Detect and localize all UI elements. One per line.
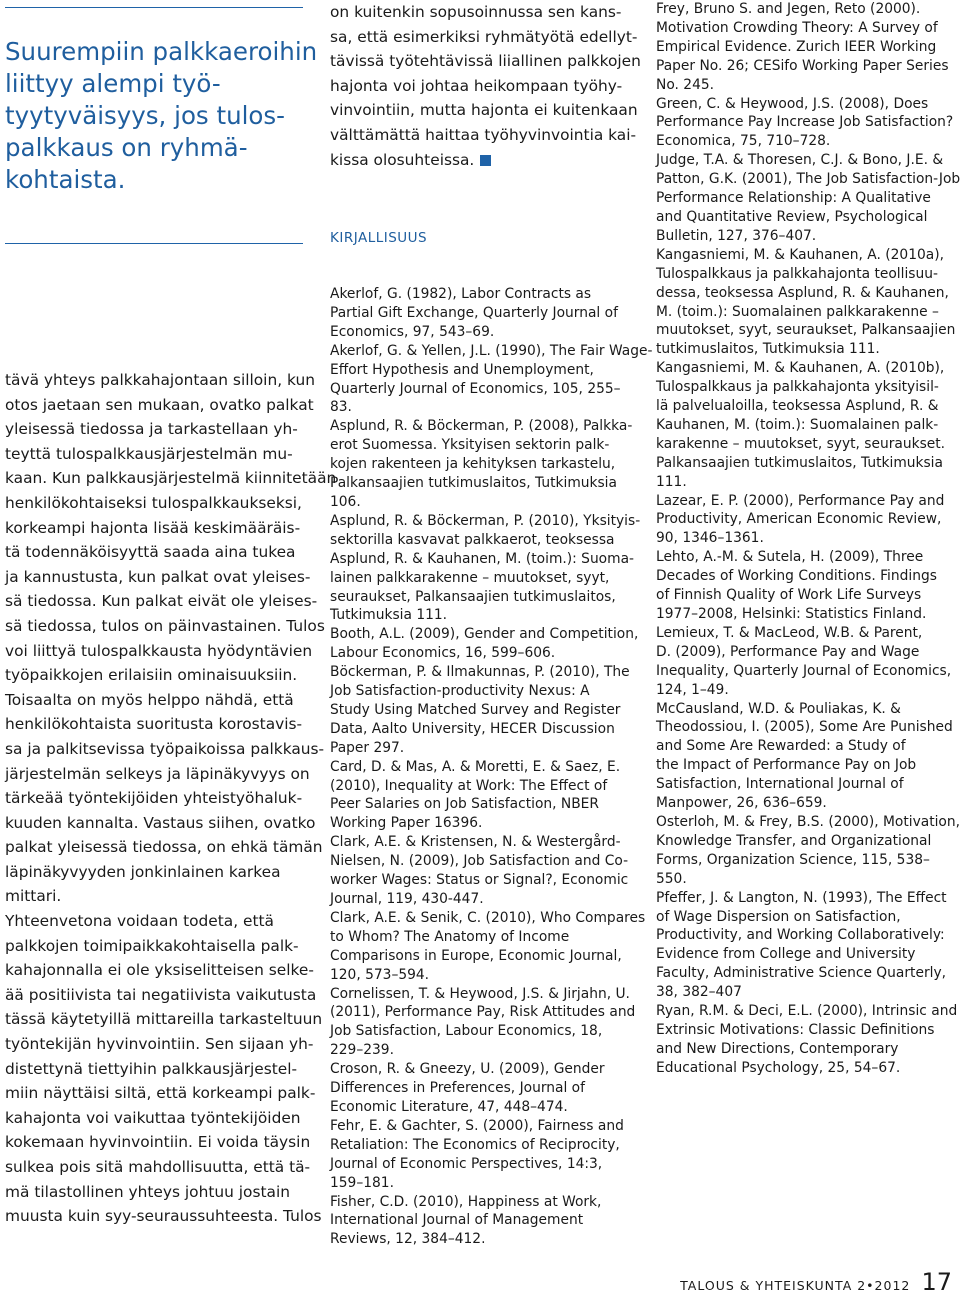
body-text-line: työpaikkojen erilaisiin ominaisuuksiin.: [5, 666, 298, 685]
reference-line: Kauhanen, M. (toim.): Suomalainen palk-: [656, 416, 939, 433]
reference-line: Palkansaajien tutkimuslaitos, Tutkimuksia: [330, 475, 617, 492]
body-text-line: kokemaan hyvinvointiin. Ei voida täysin: [5, 1133, 311, 1152]
end-of-article-marker: [480, 155, 491, 166]
reference-line: 83.: [330, 399, 352, 416]
reference-line: Paper No. 26; CESifo Working Paper Series: [656, 57, 949, 74]
body-text-line: distettynä tiettyihin palkkausjärjestel-: [5, 1059, 298, 1078]
reference-line: Retaliation: The Economics of Reciprocity,: [330, 1136, 620, 1153]
reference-line: Forms, Organization Science, 115, 538–: [656, 851, 930, 868]
body-text-column-2: [330, 0, 641, 172]
reference-line: Ryan, R.M. & Deci, E.L. (2000), Intrinsic and: [656, 1003, 958, 1020]
body-text-line: yleisessä tiedossa ja tarkastellaan yh-: [5, 420, 298, 439]
reference-line: Economics, 97, 543–69.: [330, 323, 495, 340]
reference-line: Evidence from College and University: [656, 946, 916, 963]
body-text-line: tärkeää työntekijöiden yhteistyöhaluk-: [5, 789, 303, 808]
reference-line: Tutkimuksia 111.: [330, 607, 448, 624]
pullquote-line: Suurempiin palkkaeroihin: [5, 37, 318, 66]
reference-line: Job Satisfaction, Labour Economics, 18,: [330, 1023, 603, 1040]
reference-line: 120, 573–594.: [330, 966, 430, 983]
reference-line: Booth, A.L. (2009), Gender and Competition,: [330, 626, 639, 643]
body-text-line: muusta kuin syy-seuraussuhteesta. Tulos: [5, 1207, 322, 1226]
body-text-line: palkat yleisessä tiedossa, on ehkä tämän: [5, 838, 323, 857]
body-text-line: henkilökohtaiseksi tulospalkkaukseksi,: [5, 493, 302, 512]
reference-line: Böckerman, P. & Ilmakunnas, P. (2010), The: [330, 664, 630, 681]
reference-line: Bulletin, 127, 376–407.: [656, 227, 817, 244]
reference-line: (2011), Performance Pay, Risk Attitudes and: [330, 1004, 636, 1021]
reference-line: Croson, R. & Gneezy, U. (2009), Gender: [330, 1061, 605, 1078]
reference-line: Partial Gift Exchange, Quarterly Journal of: [330, 304, 618, 321]
reference-line: Nielsen, N. (2009), Job Satisfaction and Co-: [330, 853, 629, 870]
reference-line: to Whom? The Anatomy of Income: [330, 928, 570, 945]
reference-line: Akerlof, G. (1982), Labor Contracts as: [330, 286, 592, 302]
reference-line: Lehto, A.-M. & Sutela, H. (2009), Three: [656, 549, 924, 566]
reference-line: 106.: [330, 493, 361, 510]
reference-line: Tulospalkkaus ja palkkahajonta yksityisil-: [656, 379, 939, 396]
reference-line: lä palvelualoilla, teoksessa Asplund, R. &: [656, 398, 939, 415]
body-text-column-1: [5, 368, 337, 1229]
body-text-line: sa, että esimerkiksi ryhmätyötä edellyt-: [330, 27, 638, 46]
reference-line: 111.: [656, 473, 687, 490]
reference-line: Differences in Preferences, Journal of: [330, 1080, 585, 1097]
body-text-line: kahajonnalla ei ole yksiselitteisen selke-: [5, 961, 314, 980]
reference-line: sektorilla kasvavat palkkaerot, teoksessa: [330, 531, 615, 548]
reference-line: 38, 382–407: [656, 984, 742, 1001]
body-text-line: kahajonta voi vaikuttaa työntekijöiden: [5, 1108, 301, 1127]
reference-line: Economic Literature, 47, 448–474.: [330, 1098, 568, 1115]
reference-line: lainen palkkarakenne – muutokset, syyt,: [330, 569, 610, 586]
reference-line: kojen rakenteen ja kehityksen tarkastelu,: [330, 456, 616, 473]
reference-line: Labour Economics, 16, 599–606.: [330, 645, 556, 662]
reference-line: M. (toim.): Suomalainen palkkarakenne –: [656, 303, 939, 320]
reference-line: Card, D. & Mas, A. & Moretti, E. & Saez, E.: [330, 758, 621, 775]
reference-line: the Impact of Performance Pay on Job: [656, 757, 917, 774]
body-text-line: teyttä tulospalkkausjärjestelmän mu-: [5, 444, 293, 463]
reference-line: dessa, teoksessa Asplund, R. & Kauhanen,: [656, 284, 949, 301]
reference-line: Pfeffer, J. & Langton, N. (1993), The Effect: [656, 889, 947, 906]
magazine-name: TALOUS & YHTEISKUNTA 2•2012: [680, 1278, 911, 1293]
reference-line: Educational Psychology, 25, 54–67.: [656, 1059, 901, 1076]
reference-line: Performance Relationship: A Qualitative: [656, 190, 931, 207]
reference-line: No. 245.: [656, 76, 715, 93]
reference-line: Faculty, Administrative Science Quarterly,: [656, 965, 946, 982]
body-text-line: miin näyttäisi siltä, että korkeampi palk-: [5, 1084, 316, 1103]
pullquote-line: tyytyväisyys, jos tulos-: [5, 101, 286, 130]
body-text-line: palkkojen toimipaikkakohtaisella palk-: [5, 936, 299, 955]
body-text-line: sa ja palkitsevissa työpaikoissa palkkaus-: [5, 739, 325, 758]
body-text-line: tä todennäköisyyttä saada aina tukea: [5, 543, 296, 562]
body-text-line: tässä käytetyillä mittareilla tarkasteltuun: [5, 1010, 323, 1029]
reference-line: Motivation Crowding Theory: A Survey of: [656, 19, 938, 36]
reference-line: Tulospalkkaus ja palkkahajonta teollisuu-: [656, 265, 938, 282]
pullquote-line: palkkaus on ryhmä-: [5, 133, 248, 162]
reference-line: Productivity, American Economic Review,: [656, 511, 942, 528]
reference-line: 550.: [656, 870, 687, 887]
reference-line: Patton, G.K. (2001), The Job Satisfaction-Job: [656, 171, 960, 188]
reference-line: McCausland, W.D. & Pouliakas, K. &: [656, 700, 901, 717]
reference-line: Asplund, R. & Böckerman, P. (2008), Palkka-: [330, 418, 633, 435]
reference-line: Job Satisfaction-productivity Nexus: A: [330, 683, 590, 700]
reference-line: International Journal of Management: [330, 1212, 584, 1229]
pullquote-line: kohtaista.: [5, 165, 126, 194]
reference-line: Knowledge Transfer, and Organizational: [656, 832, 932, 849]
reference-line: Effort Hypothesis and Unemployment,: [330, 361, 594, 378]
body-text-line: sä tiedossa, tulos on päinvastainen. Tulos: [5, 616, 325, 635]
body-text-line: korkeampi hajonta lisää keskimääräis-: [5, 518, 301, 537]
reference-line: and Some Are Rewarded: a Study of: [656, 738, 906, 755]
reference-line: Study Using Matched Survey and Register: [330, 701, 621, 718]
reference-line: Satisfaction, International Journal of: [656, 776, 904, 793]
reference-line: Lazear, E. P. (2000), Performance Pay and: [656, 492, 945, 509]
reference-line: worker Wages: Status or Signal?, Economic: [330, 872, 629, 889]
reference-line: seuraukset, Palkansaajien tutkimuslaitos,: [330, 588, 616, 605]
reference-line: Journal of Economic Perspectives, 14:3,: [330, 1155, 603, 1172]
body-text-line: voi liittyä tulospalkkausta hyödyntävien: [5, 641, 313, 660]
body-text-line: työntekijän hyvinvointiin. Sen sijaan yh-: [5, 1035, 314, 1054]
reference-line: Clark, A.E. & Senik, C. (2010), Who Compares: [330, 909, 646, 926]
reference-line: 159–181.: [330, 1174, 394, 1191]
reference-line: Fisher, C.D. (2010), Happiness at Work,: [330, 1193, 602, 1210]
reference-line: Journal, 119, 430-447.: [330, 891, 484, 907]
body-text-line: sä tiedossa. Kun palkat eivät ole yleises-: [5, 592, 318, 611]
reference-line: Osterloh, M. & Frey, B.S. (2000), Motivation,: [656, 813, 960, 830]
body-text-line: välttämättä haittaa työhyvinvointia kai-: [330, 125, 637, 144]
body-text-line: ja kannustusta, kun palkat ovat yleises-: [5, 567, 311, 586]
reference-line: Cornelissen, T. & Heywood, J.S. & Jirjahn, U.: [330, 985, 630, 1002]
pullquote-bottom-rule: [5, 243, 303, 244]
body-text-line: läpinäkyvyyden jonkinlainen karkea: [5, 862, 281, 881]
reference-line: Inequality, Quarterly Journal of Economics,: [656, 662, 952, 679]
body-text-line: hajonta voi johtaa heikompaan työhy-: [330, 76, 623, 95]
body-text-line: kaan. Kun palkkausjärjestelmä kiinnitetään: [5, 469, 337, 488]
reference-line: and Quantitative Review, Psychological: [656, 208, 928, 225]
reference-line: and New Directions, Contemporary: [656, 1040, 899, 1057]
reference-line: Quarterly Journal of Economics, 105, 255–: [330, 380, 621, 397]
reference-line: Clark, A.E. & Kristensen, N. & Westergård-: [330, 834, 621, 851]
body-text-line: henkilökohtaista suoritusta korostavis-: [5, 715, 303, 734]
reference-line: 124, 1–49.: [656, 681, 729, 698]
body-text-line: otos jaetaan sen mukaan, ovatko palkat: [5, 395, 314, 414]
body-text-line: järjestelmän selkeys ja läpinäkyvyys on: [5, 764, 310, 783]
reference-line: 90, 1346–1361.: [656, 530, 764, 547]
reference-line: (2010), Inequality at Work: The Effect of: [330, 777, 608, 794]
body-text-line: tävä yhteys palkkahajontaan silloin, kun: [5, 371, 315, 389]
reference-line: Green, C. & Heywood, J.S. (2008), Does: [656, 95, 929, 112]
reference-line: Comparisons in Europe, Economic Journal,: [330, 947, 622, 964]
body-text-line: ää positiivista tai negatiivista vaikutusta: [5, 985, 317, 1004]
reference-line: erot Suomessa. Yksityisen sektorin palk-: [330, 437, 610, 454]
reference-line: karakenne – muutokset, syyt, seuraukset.: [656, 435, 946, 452]
references-list-column-3: [656, 0, 960, 1078]
reference-line: Fehr, E. & Gachter, S. (2000), Fairness and: [330, 1117, 624, 1134]
reference-line: Lemieux, T. & MacLeod, W.B. & Parent,: [656, 624, 923, 641]
reference-line: of Finnish Quality of Work Life Surveys: [656, 587, 922, 604]
body-text-line: tävissä työtehtävissä liiallinen palkkojen: [330, 52, 641, 71]
body-text-line: on kuitenkin sopusoinnussa sen kans-: [330, 3, 622, 21]
references-heading: KIRJALLISUUS: [330, 230, 428, 246]
reference-line: Paper 297.: [330, 739, 405, 756]
reference-line: Empirical Evidence. Zurich IEER Working: [656, 38, 937, 55]
reference-line: Decades of Working Conditions. Findings: [656, 568, 937, 585]
body-text-line: Toisaalta on myös helppo nähdä, että: [5, 690, 294, 709]
reference-line: Frey, Bruno S. and Jegen, Reto (2000).: [656, 1, 921, 17]
reference-line: muutokset, syyt, seuraukset, Palkansaajien: [656, 322, 956, 339]
reference-line: Manpower, 26, 636–659.: [656, 795, 827, 812]
reference-line: Productivity, and Working Collaboratively:: [656, 927, 945, 944]
reference-line: Peer Salaries on Job Satisfaction, NBER: [330, 796, 599, 813]
pullquote-top-rule: [5, 7, 303, 8]
page-number: 17: [921, 1268, 952, 1296]
reference-line: Judge, T.A. & Thoresen, C.J. & Bono, J.E. &: [656, 152, 944, 169]
body-text-line: mittari.: [5, 887, 62, 906]
reference-line: 1977–2008, Helsinki: Statistics Finland.: [656, 606, 927, 622]
pullquote-line: liittyy alempi työ-: [5, 69, 221, 98]
reference-line: Extrinsic Motivations: Classic Definitions: [656, 1021, 935, 1038]
reference-line: of Wage Dispersion on Satisfaction,: [656, 908, 901, 925]
body-text-line: mä tilastollinen yhteys johtuu jostain: [5, 1182, 290, 1201]
reference-line: Kangasniemi, M. & Kauhanen, A. (2010a),: [656, 246, 944, 263]
reference-line: D. (2009), Performance Pay and Wage: [656, 643, 920, 660]
pullquote: [5, 36, 318, 196]
body-text-line: sulkea pois sitä mahdollisuutta, että tä-: [5, 1158, 311, 1176]
reference-line: Palkansaajien tutkimuslaitos, Tutkimuksia: [656, 454, 943, 471]
references-list-column-2: [330, 285, 653, 1249]
reference-line: Kangasniemi, M. & Kauhanen, A. (2010b),: [656, 360, 945, 377]
reference-line: Asplund, R. & Böckerman, P. (2010), Yksityis-: [330, 512, 641, 529]
reference-line: Akerlof, G. & Yellen, J.L. (1990), The Fair Wage-: [330, 342, 653, 359]
reference-line: Performance Pay Increase Job Satisfaction?: [656, 114, 954, 131]
body-text-line: kuuden kannalta. Vastaus siihen, ovatko: [5, 813, 316, 832]
reference-line: 229–239.: [330, 1042, 394, 1059]
body-text-line: Yhteenvetona voidaan todeta, että: [5, 912, 274, 931]
reference-line: Asplund, R. & Kauhanen, M. (toim.): Suoma-: [330, 550, 634, 567]
body-text-line: vinvointiin, mutta hajonta ei kuitenkaan: [330, 101, 638, 120]
reference-line: Working Paper 16396.: [330, 815, 483, 832]
reference-line: Theodossiou, I. (2005), Some Are Punished: [656, 719, 953, 736]
reference-line: Economica, 75, 710–728.: [656, 133, 831, 150]
reference-line: Data, Aalto University, HECER Discussion: [330, 720, 615, 737]
body-text-line: kissa olosuhteissa.: [330, 148, 630, 173]
reference-line: Reviews, 12, 384–412.: [330, 1231, 486, 1248]
page-footer: [680, 1268, 952, 1296]
reference-line: tutkimuslaitos, Tutkimuksia 111.: [656, 341, 880, 358]
